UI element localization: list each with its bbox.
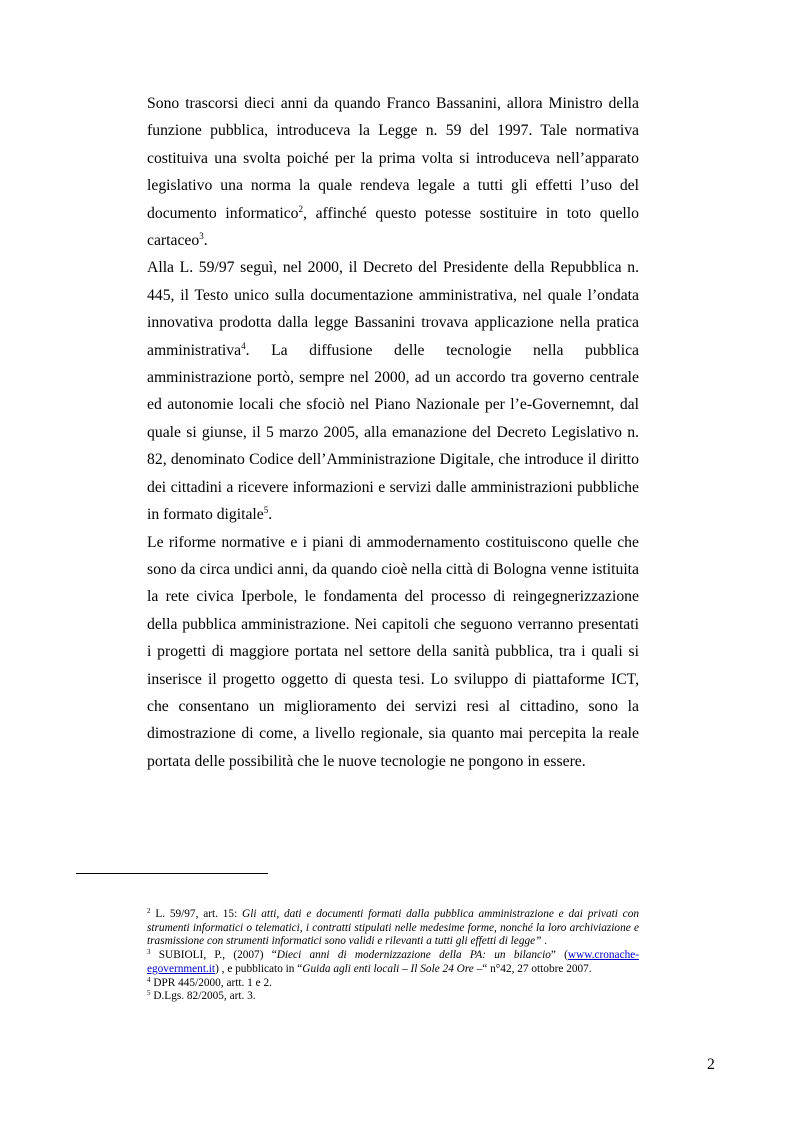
footnote-3-author: SUBIOLI, P., (2007) “ (150, 949, 277, 962)
footnote-ref-4[interactable]: 4 (241, 340, 246, 351)
footnote-2 (147, 908, 639, 949)
footnote-separator (76, 873, 268, 874)
footnote-3-link[interactable]: www.cronache-egovernment.it (147, 949, 640, 975)
paragraph-2-text-c: . (268, 506, 273, 524)
footnote-ref-3[interactable]: 3 (199, 231, 204, 242)
footnote-2-quote: Gli atti, dati e documenti formati dalla pubblica amministrazione e dai privati con strumenti informatici o telematici, i contratti stipulati nelle medesime forme, nonché la loro archiviazione e trasmissione con strumenti informatici sono validi e rilevanti a tutti gli effetti di legge” (147, 908, 639, 948)
footnote-2-lead: L. 59/97, art. 15: (150, 908, 243, 920)
body-text (147, 90, 639, 775)
footnote-mark: 3 (147, 948, 151, 957)
footnote-3 (147, 949, 639, 976)
footnote-ref-2[interactable]: 2 (298, 203, 304, 214)
footnote-3-source: Guida agli enti locali – Il Sole 24 Ore – (302, 962, 483, 975)
paragraph-2-text-b: . La diffusione delle tecnologie nella pubblica amministrazione portò, sempre nel 2000, ad un accordo tra governo centrale ed autonomie locali che sfociò nel Piano Nazionale per l’e-Governemnt, dal quale si giunse, il 5 marzo 2005, alla emanazione del Decreto Legislativo n. 82, denominato Codice dell’Amministrazione Digitale, che introduce il diritto dei cittadini a ricevere informazioni e servizi dalle amministrazioni pubbliche in formato digitale (147, 341, 639, 524)
paragraph-3: Le riforme normative e i piani di ammodernamento costituiscono quelle che sono da circa undici anni, da quando cioè nella città di Bologna venne istituita la rete civica Iperbole, le fondamenta del processo di reingegnerizzazione della pubblica amministrazione. Nei capitoli che seguono verranno presentati i progetti di maggiore portata nel settore della sanità pubblica, tra i quali si inserisce il progetto oggetto di questa tesi. Lo sviluppo di piattaforme ICT, che consentano un miglioramento dei servizi resi al cittadino, sono la dimostrazione di come, a livello regionale, sia quanto mai percepita la reale portata delle possibilità che le nuove tecnologie ne pongono in essere. (147, 533, 639, 770)
paragraph-2 (147, 254, 639, 528)
footnote-4 (147, 977, 639, 991)
paragraph-1 (147, 90, 639, 254)
footnote-5-text: D.Lgs. 82/2005, art. 3. (150, 990, 256, 1003)
paragraph-2-text-a: Alla L. 59/97 seguì, nel 2000, il Decreto del Presidente della Repubblica n. 445, il Testo unico sulla documentazione amministrativa, nel quale l’ondata innovativa prodotta dalla legge Bassanini trovava applicazione nella pratica amministrativa (147, 259, 639, 359)
footnote-mark: 5 (147, 989, 151, 998)
footnote-3-text-c: ” ( (550, 949, 568, 962)
footnote-mark: 4 (147, 975, 151, 984)
footnote-ref-5[interactable]: 5 (263, 505, 269, 516)
footnote-3-text-f: “ n°42, 27 ottobre 2007. (482, 962, 592, 975)
paragraph-1-text-b: , affinché questo potesse sostituire in toto quello cartaceo (147, 204, 639, 250)
footnote-3-text-d: ) , e pubblicato in “ (215, 962, 303, 975)
footnote-2-tail: . (541, 935, 548, 948)
footnote-4-text: DPR 445/2000, artt. 1 e 2. (150, 976, 272, 989)
page-number: 2 (707, 1056, 715, 1073)
footnote-mark: 2 (147, 907, 151, 915)
footnote-3-title: Dieci anni di modernizzazione della PA: un bilancio (276, 949, 551, 962)
paragraph-1-text-a: Sono trascorsi dieci anni da quando Franco Bassanini, allora Ministro della funzione pubblica, introduceva la Legge n. 59 del 1997. Tale normativa costituiva una svolta poiché per la prima volta si introduceva nell’apparato legislativo una norma la quale rendeva legale a tutti gli effetti l’uso del documento informatico (147, 95, 639, 222)
footnotes (147, 908, 639, 1004)
paragraph-1-text-c: . (203, 232, 208, 250)
footnote-5 (147, 990, 639, 1004)
